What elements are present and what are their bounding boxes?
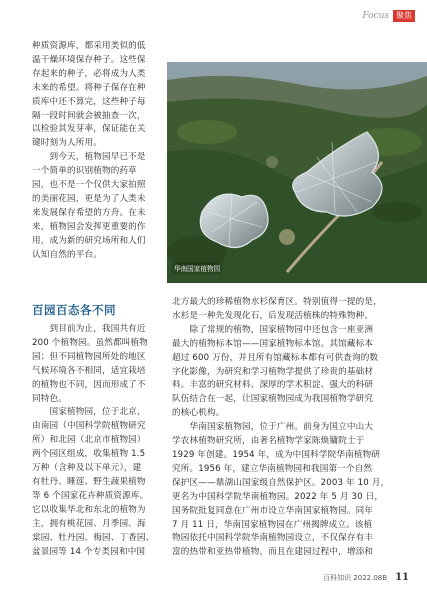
- text-line: 来，植物园会发挥更重要的作: [32, 221, 146, 232]
- text-line: 未来的希望。将种子保存在种: [32, 82, 146, 93]
- text-line: 盆景园等 14 个专类园和中国: [32, 546, 146, 557]
- page-footer: [323, 572, 409, 583]
- text-line: 水杉是一种先发现化石，后发现活植株的特殊物种。: [172, 310, 374, 321]
- text-line: 所）和北园（北京市植物园）: [32, 435, 146, 446]
- text-line: 同特色。: [32, 393, 67, 404]
- text-line: 国务院批复同意在广州市设立华南国家植物园。同年: [172, 505, 374, 516]
- page-header: [362, 10, 415, 22]
- text-line: 到目前为止，我国共有近: [32, 324, 146, 334]
- text-line: 队伍结合在一起，让国家植物园成为我国植物学研究: [172, 394, 374, 405]
- text-line: 料。丰富的研究材料、深厚的学术积淀、强大的科研: [172, 380, 374, 391]
- left-column-bottom-text: [32, 323, 159, 559]
- text-line: 温干燥环境保存种子。这些保: [32, 54, 146, 65]
- text-line: 棠园、牡丹园、梅园、丁香园、: [32, 532, 155, 543]
- right-column-text: [172, 296, 398, 560]
- text-line: 除了常规的植物，国家植物园中还包含一座亚洲: [172, 324, 374, 335]
- text-line: 字化影像，为研究和学习植物学提供了珍贵的基础材: [172, 366, 374, 377]
- text-line: 万种（含种及以下单元），建: [32, 463, 142, 474]
- text-line: 种质资源库，都采用类似的低: [32, 41, 146, 51]
- text-line: 的植物也不同，因而形成了不: [32, 379, 146, 390]
- text-line: 园，也不是一个仅供大家拍照: [32, 180, 146, 191]
- text-line: 富的热带和亚热带植物，而且在建园过程中，增添和: [172, 547, 374, 558]
- text-line: 键时刻为人所用。: [32, 138, 102, 149]
- text-line: 两个园区组成，收集植物 1.5: [32, 449, 146, 460]
- text-line: 更名为中国科学院华南植物园。2022 年 5 月 30 日，: [172, 491, 384, 502]
- magazine-issue: 百科知识 2022.08B: [323, 574, 388, 582]
- text-line: 保护区——鼎湖山国家级自然保护区。2003 年 10 月，: [172, 477, 390, 488]
- text-line: 用，成为新的研究场所和人们: [32, 235, 146, 246]
- text-line: 北方最大的珍稀植物水杉保育区。特别值得一提的是，: [172, 297, 382, 307]
- text-line: 质库中还不算完，这些种子每: [32, 96, 146, 107]
- text-line: 到今天，植物园早已不是: [32, 152, 146, 163]
- section-title: 百园百态各不同: [32, 303, 116, 317]
- page-number: 11: [395, 572, 409, 583]
- text-line: 究所。1956 年，建立华南植物园和我国第一个自然: [172, 463, 373, 474]
- text-line: 华南国家植物园，位于广州。前身为国立中山大: [172, 422, 374, 433]
- text-line: 有牡丹、睡莲、野生蔬果植物: [32, 476, 146, 487]
- text-line: 存起来的种子，必将成为人类: [32, 68, 146, 79]
- text-line: 等 6 个国家花卉种质资源库。: [32, 490, 149, 501]
- text-line: 物园依托中国科学院华南植物园设立，不仅保存有丰: [172, 533, 374, 544]
- text-line: 它以收集华北和东北的植物为: [32, 504, 146, 515]
- left-column-top-text: [32, 40, 159, 263]
- text-line: 的核心机构。: [172, 408, 225, 419]
- text-line: 学农林植物研究所，由著名植物学家陈焕镛院士于: [172, 436, 365, 447]
- text-line: 国家植物园，位于北京，: [32, 407, 146, 418]
- text-line: 园；但不同植物园所处的地区: [32, 351, 146, 362]
- text-line: 200 个植物园。虽然都叫植物: [32, 337, 148, 348]
- text-line: 1929 年创建。1954 年，成为中国科学院华南植物研: [172, 449, 381, 460]
- photo-caption: 华南国家植物园: [172, 262, 222, 274]
- text-line: 气候环境各不相同，适宜栽培: [32, 365, 146, 376]
- text-line: 由南园（中国科学院植物研究: [32, 421, 146, 432]
- greenhouse-aerial-image: [167, 62, 427, 283]
- text-line: 7 月 11 日，华南国家植物园在广州揭牌成立。该植: [172, 519, 373, 530]
- text-line: 以检验其发芽率，保证能在关: [32, 124, 146, 135]
- text-line: 最大的植物标本馆——国家植物标本馆。其馆藏标本: [172, 338, 374, 349]
- text-line: 认知自然的平台。: [32, 249, 102, 260]
- text-line: 超过 600 万份，并且所有馆藏标本都有可供查询的数: [172, 352, 379, 363]
- text-line: 一个简单的识别植物的药草: [32, 166, 137, 177]
- text-line: 隔一段时间就会被抽查一次，: [32, 110, 146, 121]
- botanical-garden-aerial-photo: [167, 62, 427, 283]
- text-line: 主，拥有桃花园、月季园、海: [32, 518, 146, 529]
- text-line: 的美丽花园，更是为了人类未: [32, 193, 146, 204]
- section-label-cn: 聚焦: [393, 10, 415, 22]
- text-line: 来发展保存希望的方舟。在未: [32, 207, 146, 218]
- section-label-en: Focus: [362, 11, 389, 21]
